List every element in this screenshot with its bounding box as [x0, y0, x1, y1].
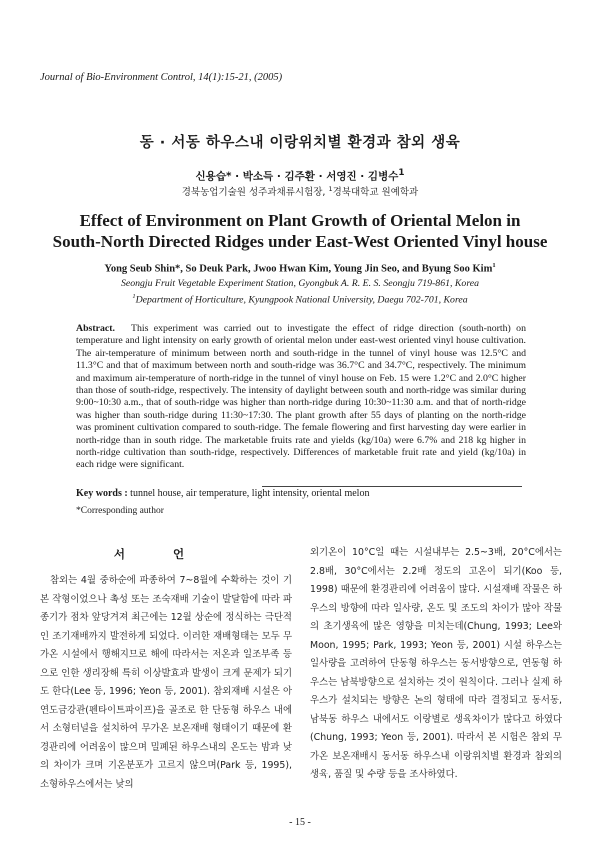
section-heading-introduction: 서 언: [113, 547, 207, 561]
body-paragraph-left: 참외는 4월 중하순에 파종하여 7~8월에 수확하는 것이 기본 작형이었으나 촉성 또는 조숙재배 기술이 발달함에 따라 파종기가 점차 앞당겨져 최근에는 12월 상순에 정식하는 극단적인 조기재배까지 발전하게 되었다. 이러한 재배형태는 모두 무가온 시설에서 행해지므로 해에 따라서는 저온과 일조부족 등으로 인한 생리장해 특히 이상발효과 발생이 크게 문제가 되기도 한다(Lee 등, 1996; Yeon 등, 2001). 참외재배 시설은 아연도금강관(펜타이트파이프)을 골조로 한 단동형 하우스 내에서 소형터널을 설치하여 무가온 보온재배 형태이기 때문에 환경관리에 어려움이 많으며 밀폐된 하우스내의 온도는 밤과 낮의 차이가 크며 기온분포가 고르지 않으며(Park 등, 1995), 소형하우스에서는 낮의: [40, 575, 292, 790]
english-authors-names: Yong Seub Shin*, So Deuk Park, Jwoo Hwan Kim, Young Jin Seo, and Byung Soo Kim: [104, 263, 493, 275]
page-number: - 15 -: [289, 817, 311, 828]
english-affiliation-2-line: [0, 290, 600, 306]
korean-authors-names: 신용습* · 박소득 · 김주환 · 서영진 · 김병수: [195, 170, 399, 183]
abstract-divider: [262, 486, 522, 487]
body-column-right: [310, 544, 562, 785]
english-affiliation-1: Seongju Fruit Vegetable Experiment Station, Gyongbuk A. R. E. S. Seongju 719-861, Korea: [120, 278, 480, 289]
journal-citation: Journal of Bio-Environment Control, 14(1):15-21, (2005): [40, 72, 283, 83]
keywords: [76, 488, 369, 499]
english-authors-sup: 1: [492, 262, 496, 269]
english-title-line1: Effect of Environment on Plant Growth of Oriental Melon in: [79, 211, 521, 230]
korean-affiliation-sup: 1: [328, 184, 333, 193]
korean-authors: [0, 168, 600, 184]
english-title: [0, 210, 600, 252]
corresponding-author-note: *Corresponding author: [76, 506, 164, 516]
abstract-label: Abstract.: [76, 323, 115, 334]
keywords-text: tunnel house, air temperature, light intensity, oriental melon: [130, 488, 370, 499]
english-affiliations: [0, 277, 600, 306]
keywords-label: Key words :: [76, 488, 128, 499]
body-paragraph-right: 외기온이 10°C일 때는 시설내부는 2.5~3배, 20°C에서는 2.8배, 30°C에서는 2.2배 정도의 고온이 되기(Koo 등, 1998) 때문에 환경관리에 어려움이 많다. 시설재배 작물은 하우스의 방향에 따라 일사량, 온도 및 조도의 차이가 많아 작물의 초기생육에 많은 영향을 미치는데(Chung, 1993; Lee와 Moon, 1995; Park, 1993; Yeon 등, 2001) 시설 하우스는 일사량을 고려하여 단동형 하우스는 동서방향으로, 연동형 하우스는 남북방향으로 설치하는 것이 원칙이다. 그러나 실제 하우스가 설치되는 방향은 논의 형태에 따라 결정되고 동서동, 남북동 하우스 내에서도 이랑별로 생육차이가 많다고 하였다(Chung, 1993; Yeon 등, 2001). 따라서 본 시험은 참외 무가온 보온재배시 동서동 하우스내 이랑위치별 환경과 참외의 생육, 품질 및 수량 등을 조사하였다.: [310, 547, 562, 780]
abstract: [76, 323, 526, 472]
korean-title: 동 · 서동 하우스내 이랑위치별 환경과 참외 생육: [139, 135, 461, 151]
english-title-line2: South-North Directed Ridges under East-West Oriented Vinyl house: [52, 232, 548, 251]
korean-affiliation-main: 경북농업기술원 성주과채류시험장,: [181, 187, 326, 198]
body-column-left: [40, 572, 292, 794]
korean-authors-sup: 1: [398, 168, 405, 178]
english-affiliation-2: Department of Horticulture, Kyungpook National University, Daegu 702-701, Korea: [135, 294, 468, 306]
abstract-text: This experiment was carried out to investigate the effect of ridge direction (south-north) on temperature and light intensity on early growth of oriental melon under east-west oriented vinyl house cultivation. The air-temperature of minimum between north and south-ridge in the tunnel of vinyl house was 12.5°C and 11.3°C and that of maximum between north and south-ridge was 36.7°C and 34.7°C, respectively. The minimum and maximum air-temperature of north-ridge in the tunnel of vinyl house on Feb. 15 were 1.2°C and 2.0°C higher than those of south-ridge, respectively. The intensity of daylight between south and north-ridge was similar during 9:00~10:30 a.m., that of south-ridge was higher than north-ridge during 10:30~11:30 a.m. and that of north-ridge was higher than south-ridge during 11:30~17:30. The plant growth after 55 days of planting on the north-ridge was prominent cultivation compared to south-ridge. The female flowering and first harvesting day were earlier in north-ridge than in south ridge. The marketable fruits rate and yields (kg/10a) were 6.7% and 218 kg higher in north-ridge cultivation than south-ridge, respectively. Differences of marketable fruit rate and yield (kg/10a) in each ridge were significant.: [76, 323, 526, 471]
korean-affiliation-second: 경북대학교 원예학과: [332, 187, 419, 198]
english-affiliation-2-sup: 1: [132, 293, 136, 300]
english-authors: [0, 262, 600, 275]
korean-affiliation: [0, 184, 600, 198]
